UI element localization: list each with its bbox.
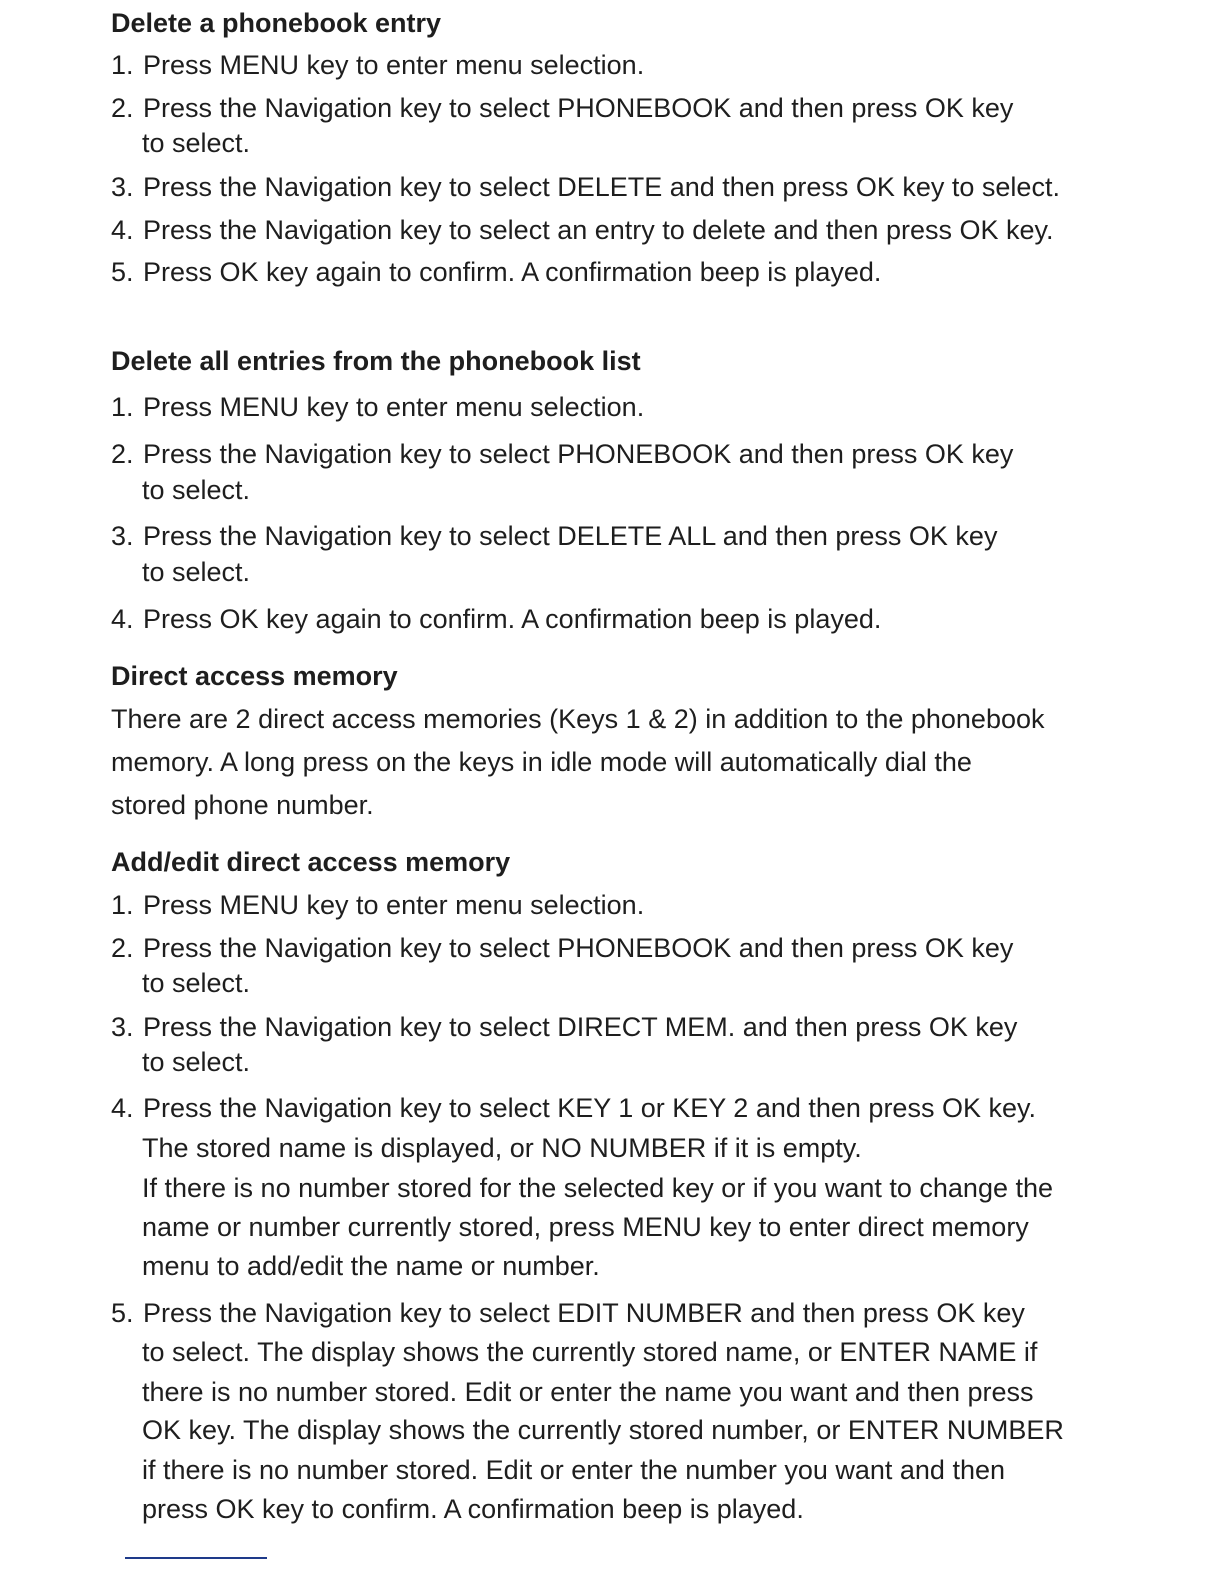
- step-4: [111, 1092, 1036, 1124]
- step-1: [111, 889, 644, 921]
- section-heading-delete-all: Delete all entries from the phonebook list: [111, 346, 641, 376]
- step-2: [111, 438, 1013, 470]
- step-number: 5.: [111, 1298, 134, 1328]
- step-number: 4.: [111, 604, 134, 634]
- step-5-continuation: to select. The display shows the currently stored name, or ENTER NAME if: [142, 1337, 1038, 1367]
- step-3-continuation: to select.: [142, 557, 251, 587]
- step-text: Press MENU key to enter menu selection.: [143, 50, 645, 80]
- step-5-continuation: press OK key to confirm. A confirmation beep is played.: [142, 1494, 804, 1524]
- step-3: [111, 1011, 1017, 1043]
- step-number: 3.: [111, 172, 134, 202]
- step-4-continuation: name or number currently stored, press MENU key to enter direct memory: [142, 1212, 1029, 1242]
- step-number: 5.: [111, 257, 134, 287]
- step-3-continuation: to select.: [142, 1047, 251, 1077]
- step-2: [111, 932, 1013, 964]
- step-2-continuation: to select.: [142, 475, 251, 505]
- step-2-continuation: to select.: [142, 128, 251, 158]
- step-text: Press the Navigation key to select EDIT NUMBER and then press OK key: [143, 1298, 1025, 1328]
- step-number: 3.: [111, 521, 134, 551]
- step-4: [111, 603, 881, 635]
- step-number: 2.: [111, 93, 134, 123]
- step-5-continuation: there is no number stored. Edit or enter the name you want and then press: [142, 1377, 1034, 1407]
- step-number: 4.: [111, 1093, 134, 1123]
- step-3: [111, 520, 997, 552]
- step-2-continuation: to select.: [142, 968, 251, 998]
- step-5: [111, 256, 881, 288]
- step-5-continuation: OK key. The display shows the currently stored number, or ENTER NUMBER: [142, 1415, 1064, 1445]
- step-number: 1.: [111, 50, 134, 80]
- step-1: [111, 391, 644, 423]
- paragraph-line: There are 2 direct access memories (Keys 1 & 2) in addition to the phonebook: [111, 704, 1045, 734]
- section-heading-direct-access: Direct access memory: [111, 661, 398, 691]
- step-number: 2.: [111, 933, 134, 963]
- paragraph-line: stored phone number.: [111, 790, 374, 820]
- footer-divider: [125, 1557, 267, 1559]
- step-2: [111, 92, 1013, 124]
- step-text: Press the Navigation key to select PHONEBOOK and then press OK key: [143, 933, 1014, 963]
- step-text: Press OK key again to confirm. A confirmation beep is played.: [143, 604, 882, 634]
- step-text: Press the Navigation key to select PHONEBOOK and then press OK key: [143, 93, 1014, 123]
- step-number: 4.: [111, 215, 134, 245]
- step-1: [111, 49, 644, 81]
- step-5: [111, 1297, 1025, 1329]
- step-text: Press the Navigation key to select DIRECT MEM. and then press OK key: [143, 1012, 1018, 1042]
- step-4-continuation: The stored name is displayed, or NO NUMBER if it is empty.: [142, 1133, 862, 1163]
- step-3: [111, 171, 1060, 203]
- step-5-continuation: if there is no number stored. Edit or enter the number you want and then: [142, 1455, 1005, 1485]
- step-text: Press the Navigation key to select KEY 1 or KEY 2 and then press OK key.: [143, 1093, 1036, 1123]
- step-number: 2.: [111, 439, 134, 469]
- step-text: Press OK key again to confirm. A confirmation beep is played.: [143, 257, 882, 287]
- step-4-continuation: menu to add/edit the name or number.: [142, 1251, 600, 1281]
- step-text: Press MENU key to enter menu selection.: [143, 392, 645, 422]
- paragraph-line: memory. A long press on the keys in idle mode will automatically dial the: [111, 747, 972, 777]
- step-4-continuation: If there is no number stored for the selected key or if you want to change the: [142, 1173, 1054, 1203]
- step-4: [111, 214, 1054, 246]
- step-text: Press MENU key to enter menu selection.: [143, 890, 645, 920]
- step-number: 1.: [111, 890, 134, 920]
- step-text: Press the Navigation key to select an entry to delete and then press OK key.: [143, 215, 1054, 245]
- section-heading-delete-entry: Delete a phonebook entry: [111, 8, 442, 38]
- step-text: Press the Navigation key to select DELETE ALL and then press OK key: [143, 521, 998, 551]
- step-text: Press the Navigation key to select DELETE and then press OK key to select.: [143, 172, 1060, 202]
- step-number: 3.: [111, 1012, 134, 1042]
- step-text: Press the Navigation key to select PHONEBOOK and then press OK key: [143, 439, 1014, 469]
- section-heading-add-edit: Add/edit direct access memory: [111, 847, 511, 877]
- step-number: 1.: [111, 392, 134, 422]
